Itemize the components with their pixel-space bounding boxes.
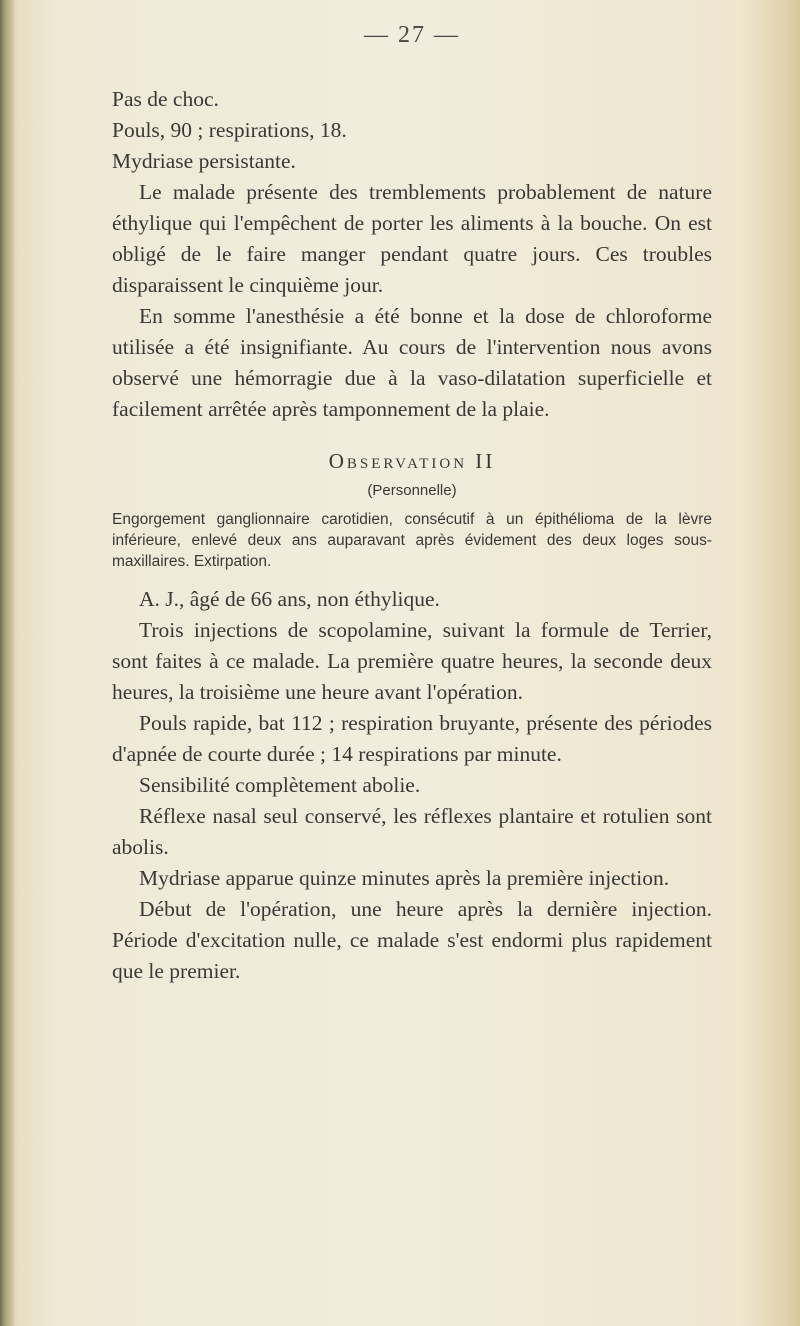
paragraph-reflexes: Réflexe nasal seul conservé, les réflexes plantaire et rotulien sont abolis. [112,804,712,859]
document-page [112,22,712,987]
paragraph-operation-start: Début de l'opération, une heure après la dernière injection. Période d'excitation nulle, ce malade s'est endormi plus rapidement que le premier. [112,897,712,983]
book-binding-edge [0,0,14,1326]
paragraph-injections: Trois injections de scopolamine, suivant la formule de Terrier, sont faites à ce malade. La première quatre heures, la seconde deux heures, la troisième une heure avant l'opération. [112,618,712,704]
paragraph-shock: Pas de choc. [112,87,219,111]
paragraph-sensibility: Sensibilité complètement abolie. [139,773,421,797]
observation-subtitle: (Personnelle) [367,482,457,499]
observation-summary: Engorgement ganglionnaire carotidien, consécutif à un épithélioma de la lèvre inférieure, enlevé deux ans auparavant après évidement des deux loges sous-maxillaires. Extirpation. [112,511,712,570]
paragraph-mydriasis-onset: Mydriase apparue quinze minutes après la première injection. [139,866,670,890]
paragraph-patient: A. J., âgé de 66 ans, non éthylique. [139,587,440,611]
paragraph-pulse: Pouls, 90 ; respirations, 18. [112,118,347,142]
paragraph-pulse-respiration: Pouls rapide, bat 112 ; respiration bruyante, présente des périodes d'apnée de courte durée ; 14 respirations par minute. [112,711,712,766]
observation-title: Observation II [328,449,496,473]
paragraph-tremors: Le malade présente des tremblements probablement de nature éthylique qui l'empêchent de porter les aliments à la bouche. On est obligé de le faire manger pendant quatre jours. Ces troubles disparaissent le cinquième jour. [112,180,712,297]
paragraph-anesthesia-summary: En somme l'anesthésie a été bonne et la dose de chloroforme utilisée a été insignifiante. Au cours de l'intervention nous avons observé une hémorragie due à la vaso-dilatation superficielle et facilement arrêtée après tamponnement de la plaie. [112,304,712,421]
paragraph-mydriasis: Mydriase persistante. [112,149,296,173]
page-number: — 27 — [364,22,460,48]
